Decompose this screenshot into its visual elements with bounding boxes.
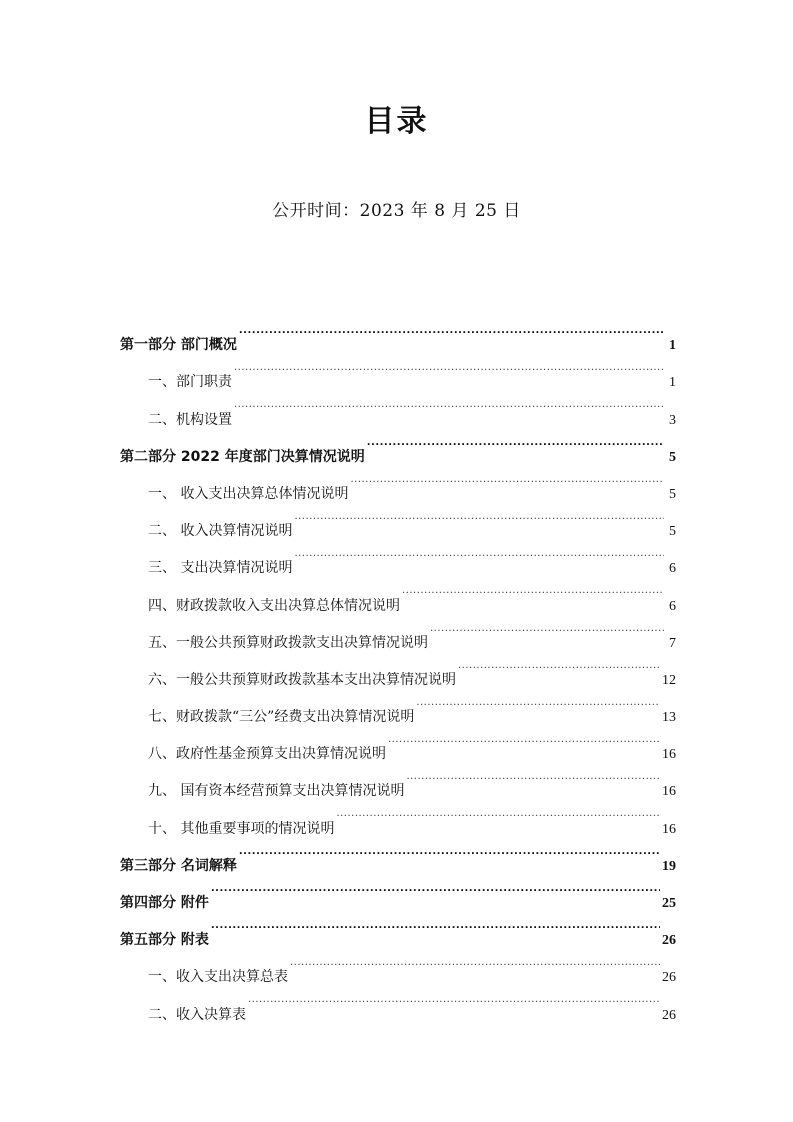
toc-leader-dots xyxy=(239,833,660,870)
toc-entry-title: 八、政府性基金预算支出决算情况说明 xyxy=(148,746,386,763)
toc-page-number: 25 xyxy=(662,896,676,911)
toc-entry-title: 第四部分 附件 xyxy=(120,895,209,911)
toc-page-number: 5 xyxy=(669,524,676,540)
toc-leader-dots xyxy=(458,647,660,684)
toc-entry-title: 十、 其他重要事项的情况说明 xyxy=(148,820,335,837)
toc-entry-title: 七、财政拨款“三公”经费支出决算情况说明 xyxy=(148,709,415,726)
toc-page-number: 6 xyxy=(669,598,676,614)
toc-leader-dots xyxy=(350,461,664,498)
toc-page-number: 1 xyxy=(669,338,676,354)
toc-page-number: 6 xyxy=(669,561,676,577)
toc-entry-title: 第一部分 部门概况 xyxy=(120,337,237,354)
toc-entry-title: 一、部门职责 xyxy=(148,374,232,391)
toc-leader-dots xyxy=(294,535,664,572)
toc-entry-title: 三、 支出决算情况说明 xyxy=(148,560,293,577)
toc-entry-title: 五、一般公共预算财政拨款支出决算情况说明 xyxy=(148,634,428,651)
toc-entry-title: 九、 国有资本经营预算支出决算情况说明 xyxy=(148,783,405,800)
page-title: 目录 xyxy=(364,104,429,139)
toc-entry-title: 二、收入决算表 xyxy=(148,1006,246,1023)
toc-leader-dots xyxy=(290,944,660,981)
toc-leader-dots xyxy=(234,349,664,386)
toc-page-number: 5 xyxy=(669,449,676,465)
toc-page-number: 5 xyxy=(669,486,676,502)
toc-leader-dots xyxy=(388,721,660,758)
toc-page-number: 19 xyxy=(662,858,676,874)
toc-leader-dots xyxy=(239,312,664,349)
toc-page-number: 16 xyxy=(662,821,676,837)
toc-page-number: 3 xyxy=(669,412,676,428)
toc-leader-dots xyxy=(248,981,660,1018)
toc-leader-dots xyxy=(430,610,664,647)
toc-entry-title: 第三部分 名词解释 xyxy=(120,857,237,874)
toc-page-number: 1 xyxy=(669,375,676,391)
toc-leader-dots xyxy=(294,498,664,535)
toc-leader-dots xyxy=(367,424,664,461)
toc-entry-title: 第五部分 附表 xyxy=(120,932,209,949)
toc-entry-title: 一、收入支出决算总表 xyxy=(148,969,288,986)
toc-leader-dots xyxy=(416,684,660,721)
toc-leader-dots xyxy=(406,758,660,795)
toc-page-number: 16 xyxy=(662,784,676,800)
toc-entry-title: 二、 收入决算情况说明 xyxy=(148,523,293,540)
toc-page-number: 26 xyxy=(662,970,676,986)
table-of-contents xyxy=(120,312,676,1023)
toc-entry-part-1[interactable] xyxy=(120,312,676,354)
toc-entry-title: 二、机构设置 xyxy=(148,411,232,428)
toc-entry-title: 一、 收入支出决算总体情况说明 xyxy=(148,485,349,502)
toc-page-number: 13 xyxy=(662,710,676,726)
toc-page-number: 7 xyxy=(669,635,676,651)
toc-page-number: 26 xyxy=(662,1007,676,1023)
toc-page-number: 12 xyxy=(662,672,676,688)
toc-leader-dots xyxy=(336,795,660,832)
toc-entry-title: 四、财政拨款收入支出决算总体情况说明 xyxy=(148,597,400,614)
toc-leader-dots xyxy=(402,572,664,609)
toc-page-number: 26 xyxy=(662,933,676,949)
toc-leader-dots xyxy=(234,386,664,423)
toc-leader-dots xyxy=(211,870,660,907)
publish-date: 公开时间：2023 年 8 月 25 日 xyxy=(272,201,521,221)
toc-entry-title: 第二部分 2022 年度部门决算情况说明 xyxy=(120,448,365,465)
toc-leader-dots xyxy=(211,907,660,944)
toc-entry-title: 六、一般公共预算财政拨款基本支出决算情况说明 xyxy=(148,671,456,688)
toc-page-number: 16 xyxy=(662,747,676,763)
